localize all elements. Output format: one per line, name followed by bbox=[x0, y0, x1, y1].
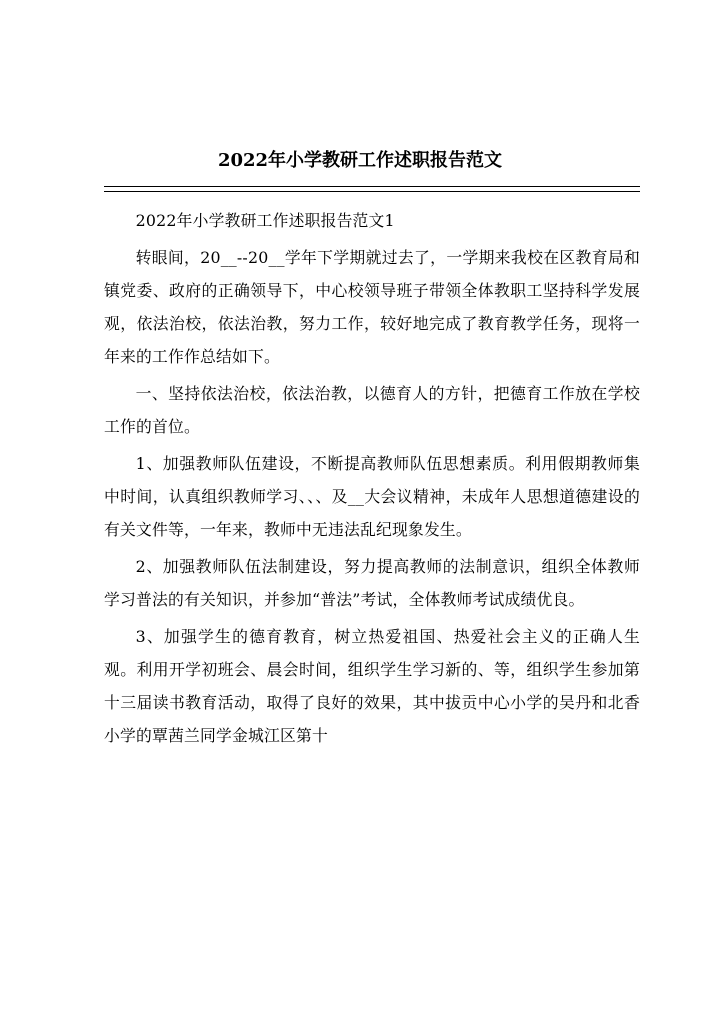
paragraph-item-3: 3、加强学生的德育教育，树立热爱祖国、热爱社会主义的正确人生观。利用开学初班会、晨会时间，组织学生学习新的、等，组织学生参加第十三届读书教育活动，取得了良好的效果，其中拔贡中心小学的吴丹和北香小学的覃茜兰同学金城江区第十 bbox=[104, 627, 640, 745]
title-divider-bottom bbox=[104, 191, 640, 192]
section-heading: 2022年小学教研工作述职报告范文1 bbox=[135, 211, 395, 230]
paragraph-item-1: 1、加强教师队伍建设，不断提高教师队伍思想素质。利用假期教师集中时间，认真组织教师学习、、、及__大会议精神，未成年人思想道德建设的有关文件等，一年来，教师中无违法乱纪现象发生。 bbox=[104, 454, 640, 539]
paragraph-item-2: 2、加强教师队伍法制建设，努力提高教师的法制意识，组织全体教师学习普法的有关知识，并参加“普法”考试，全体教师考试成绩优良。 bbox=[104, 557, 640, 609]
document-body bbox=[104, 204, 640, 756]
title-divider-top bbox=[104, 186, 640, 187]
paragraph-intro: 转眼间，20__--20__学年下学期就过去了，一学期来我校在区教育局和镇党委、政府的正确领导下，中心校领导班子带领全体教职工坚持科学发展观，依法治校，依法治教，努力工作，较好地完成了教育教学任务，现将一年来的工作作总结如下。 bbox=[104, 248, 640, 366]
paragraph-point-one: 一、坚持依法治校，依法治教，以德育人的方针，把德育工作放在学校工作的首位。 bbox=[104, 384, 640, 436]
document-title: 2022年小学教研工作述职报告范文 bbox=[217, 150, 503, 171]
